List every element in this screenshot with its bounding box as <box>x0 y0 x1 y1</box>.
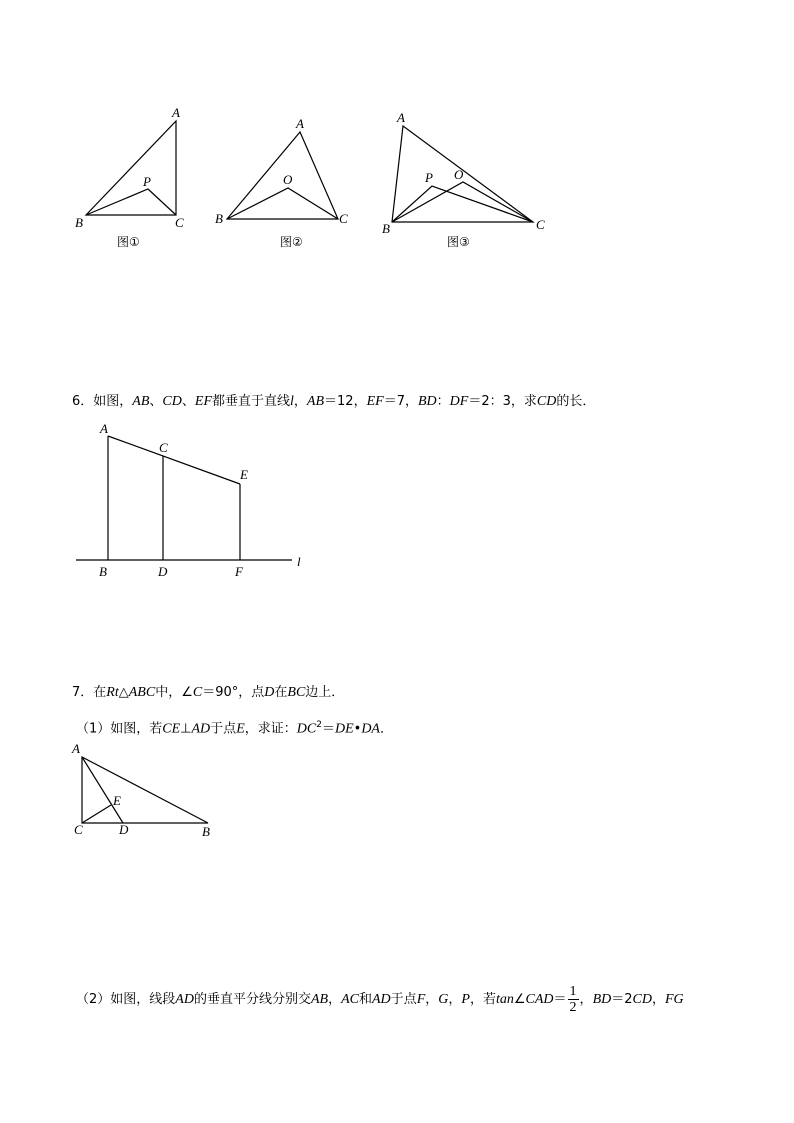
q6-label-e: E <box>240 467 248 482</box>
fig3-label-c: C <box>536 217 545 232</box>
q7p1-text-3: ＝ <box>321 721 335 737</box>
q7p2-g: G <box>438 992 449 1007</box>
q6-ab-2: AB <box>306 394 325 409</box>
q7-text-4: 在 <box>274 685 288 700</box>
q6-cd-2: CD <box>536 394 557 409</box>
fig2-label-b: B <box>215 211 223 226</box>
q6-text-8: ： <box>436 394 450 409</box>
q7-triangle-abc <box>82 757 208 823</box>
q6-text-2: 、 <box>149 394 163 409</box>
fig2-label-a: A <box>296 116 304 131</box>
fig1-caption: 图① <box>117 235 140 249</box>
fig3-label-p: P <box>425 170 433 185</box>
q7p2-ad: AD <box>175 992 194 1007</box>
q6-ef: EF <box>194 394 212 409</box>
q6-label-c: C <box>159 440 168 455</box>
q7p2-ab: AB <box>310 992 329 1007</box>
q7p1-e: E <box>236 721 245 737</box>
q7p2-text-2: ， <box>328 992 342 1007</box>
q6-bd: BD <box>417 394 437 409</box>
q7p2-fraction-denominator: 2 <box>569 1000 577 1015</box>
q7-segment-ce <box>82 805 111 823</box>
q7p2-text-9: ＝ <box>553 992 567 1007</box>
q7p1-label: （1）如图，若 <box>76 721 163 737</box>
q7p2-text-11: ＝2 <box>611 992 633 1007</box>
q7p1-text-1: 于点 <box>210 721 237 737</box>
q7p1-da: DA <box>361 721 380 737</box>
q7-rt: Rt <box>106 685 119 700</box>
q7-text-2: 中，∠ <box>155 685 193 700</box>
q6-l: l <box>290 394 294 409</box>
q6-label-a: A <box>100 421 108 436</box>
fig1-label-c: C <box>175 215 184 230</box>
fig3-label-o: O <box>454 167 464 182</box>
q6-cd: CD <box>162 394 182 409</box>
q6-text-6: ＝12， <box>324 394 367 409</box>
q6-text-10: 的长． <box>556 394 596 409</box>
q7p1-text-4: ． <box>379 721 393 737</box>
q7p1-dc: DC <box>296 721 317 737</box>
q7p2-text-5: ， <box>425 992 439 1007</box>
q7-segment-ad <box>82 757 123 823</box>
fig3-label-b: B <box>382 221 390 236</box>
q7p2-text-12: ， <box>651 992 665 1007</box>
q7p2-cd: CD <box>632 992 652 1007</box>
q6-label-f: F <box>235 564 243 579</box>
q7-label-a: A <box>72 741 80 756</box>
q6-text-7: ＝7， <box>383 394 418 409</box>
q6-ef-2: EF <box>366 394 384 409</box>
q6-number: 6． <box>72 394 94 409</box>
q6-label-b: B <box>99 564 107 579</box>
q6-text-9: ＝2：3，求 <box>468 394 537 409</box>
fig1-label-p: P <box>143 174 151 189</box>
fig2-label-c: C <box>339 211 348 226</box>
q7p2-text-10: ， <box>579 992 593 1007</box>
q6-text-3: 、 <box>181 394 195 409</box>
question-7-part-2 <box>76 983 684 1017</box>
q7-label-d: D <box>119 822 129 837</box>
q7p2-fg: FG <box>664 992 684 1007</box>
q7-triangle-symbol: △ <box>118 685 129 700</box>
q6-ab: AB <box>132 394 150 409</box>
q7p1-de: DE <box>334 721 354 737</box>
q7p1-perp: ⊥ <box>180 721 192 737</box>
q7-text-5: 边上． <box>305 685 345 700</box>
q7p1-dot: • <box>353 721 362 737</box>
fig2-caption: 图② <box>280 235 303 249</box>
q7-c: C <box>192 685 203 700</box>
q7p2-fraction-numerator: 1 <box>569 984 577 999</box>
q7p2-ad-2: AD <box>372 992 391 1007</box>
q7-bc: BC <box>287 685 306 700</box>
fig3-caption: 图③ <box>447 235 470 249</box>
q6-text-4: 都垂直于直线 <box>212 394 291 409</box>
q7-label-c: C <box>74 822 83 837</box>
q7p2-ac: AC <box>341 992 359 1007</box>
q7p1-text-2: ，求证： <box>244 721 297 737</box>
q7p2-text-8: ∠ <box>513 992 526 1007</box>
fig2-label-o: O <box>283 172 293 187</box>
q7p2-bd: BD <box>592 992 612 1007</box>
q7-d: D <box>264 685 275 700</box>
q6-text-5: ， <box>293 394 307 409</box>
q7p2-text-3: 和 <box>358 992 372 1007</box>
fig3-label-a: A <box>397 110 405 125</box>
q7p2-tan: tan <box>495 992 514 1007</box>
fig1-label-b: B <box>75 215 83 230</box>
q7-label-e: E <box>113 793 121 808</box>
q7p2-label: （2）如图，线段 <box>76 992 176 1007</box>
q7-text-1: 在 <box>93 685 107 700</box>
q7p1-ce: CE <box>162 721 181 737</box>
q6-label-d: D <box>158 564 168 579</box>
q7p2-cad: CAD <box>525 992 554 1007</box>
q7p1-square: 2 <box>316 720 322 730</box>
q7p2-f: F <box>416 992 426 1007</box>
q7p2-text-7: ，若 <box>469 992 496 1007</box>
q7p2-fraction <box>568 984 579 1015</box>
q6-label-l: l <box>297 554 301 569</box>
q7-number: 7． <box>72 685 94 700</box>
q6-df: DF <box>449 394 469 409</box>
fig1-label-a: A <box>172 105 180 120</box>
q7p1-ad: AD <box>191 721 211 737</box>
q7-label-b: B <box>202 824 210 839</box>
q6-text-1: 如图， <box>93 394 133 409</box>
q7p2-text-6: ， <box>448 992 462 1007</box>
q7p2-text-1: 的垂直平分线分别交 <box>193 992 311 1007</box>
q7p2-text-4: 于点 <box>390 992 417 1007</box>
q7-abc: ABC <box>128 685 156 700</box>
q7p2-p: P <box>461 992 470 1007</box>
q7-text-3: ＝90°，点 <box>202 685 265 700</box>
